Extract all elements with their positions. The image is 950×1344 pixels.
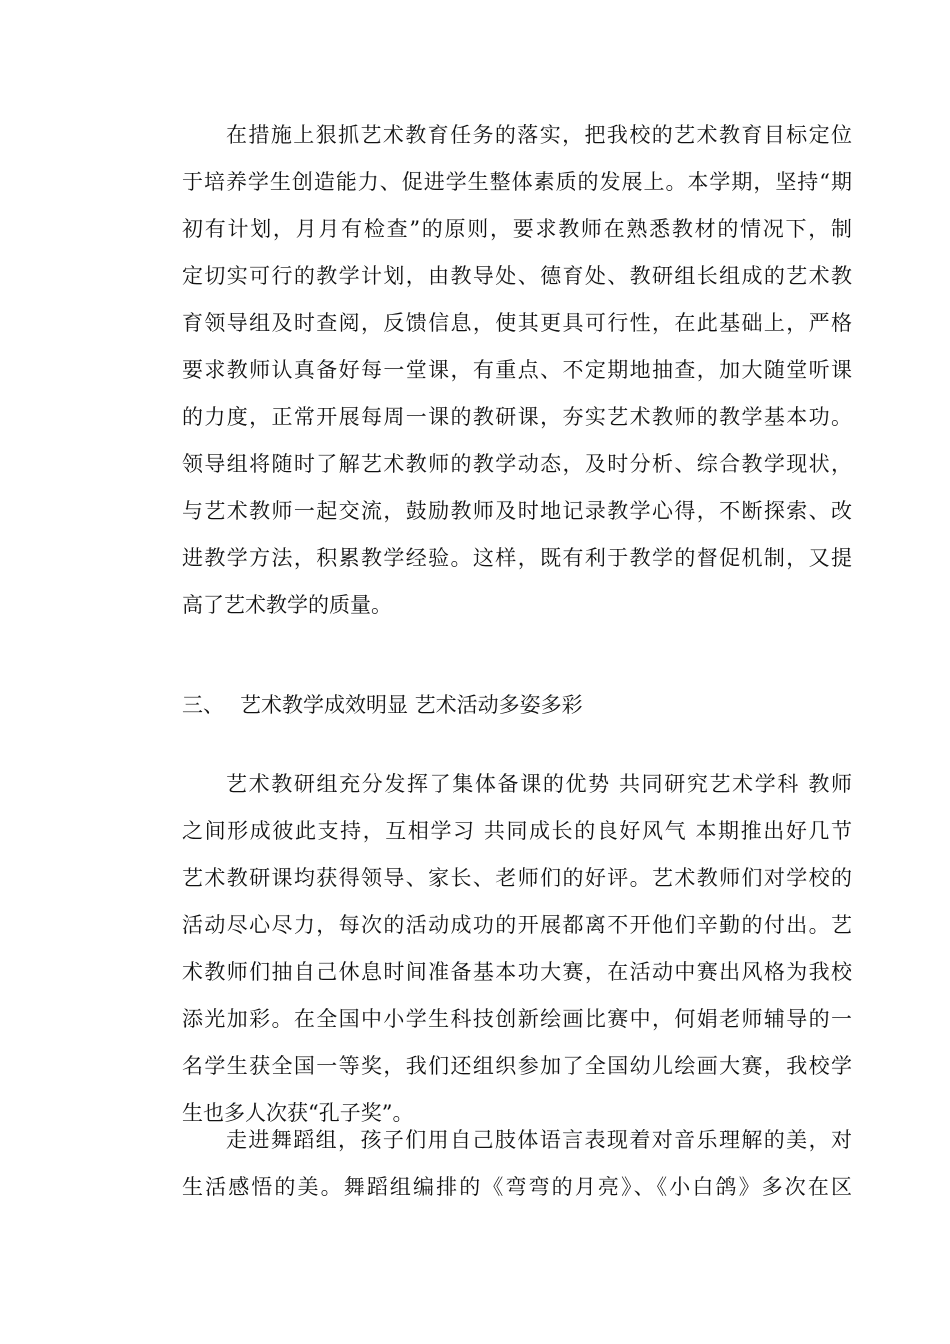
paragraph-line: 进教学方法，积累教学经验。这样，既有利于教学的督促机制，又提 (182, 546, 852, 570)
paragraph-line: 领导组将随时了解艺术教师的教学动态，及时分析、综合教学现状， (182, 452, 852, 476)
paragraph-dance-group (182, 1117, 852, 1211)
section-number: 三、 (182, 693, 224, 717)
paragraph-achievements (182, 761, 852, 1137)
paragraph-line: 生也多人次获“孔子奖”。 (182, 1101, 414, 1125)
paragraph-line: 添光加彩。在全国中小学生科技创新绘画比赛中，何娟老师辅导的一 (182, 1007, 852, 1031)
paragraph-line: 育领导组及时查阅，反馈信息，使其更具可行性，在此基础上，严格 (182, 311, 852, 335)
paragraph-line: 在措施上狠抓艺术教育任务的落实，把我校的艺术教育目标定位 (226, 123, 852, 147)
paragraph-line: 定切实可行的教学计划，由教导处、德育处、教研组长组成的艺术教 (182, 264, 852, 288)
section-title: 艺术教学成效明显 艺术活动多姿多彩 (240, 693, 583, 717)
paragraph-line: 活动尽心尽力，每次的活动成功的开展都离不开他们辛勤的付出。艺 (182, 913, 852, 937)
paragraph-line: 生活感悟的美。舞蹈组编排的《弯弯的月亮》、《小白鸽》多次在区 (182, 1175, 852, 1199)
paragraph-line: 术教师们抽自己休息时间准备基本功大赛，在活动中赛出风格为我校 (182, 960, 852, 984)
section-heading (182, 682, 583, 729)
paragraph-line: 艺术教研组充分发挥了集体备课的优势 共同研究艺术学科 教师 (226, 772, 852, 796)
paragraph-line: 要求教师认真备好每一堂课，有重点、不定期地抽查，加大随堂听课 (182, 358, 852, 382)
paragraph-line: 的力度，正常开展每周一课的教研课，夯实艺术教师的教学基本功。 (182, 405, 852, 429)
paragraph-line: 初有计划，月月有检查”的原则，要求教师在熟悉教材的情况下，制 (182, 217, 852, 241)
paragraph-line: 于培养学生创造能力、促进学生整体素质的发展上。本学期，坚持“期 (182, 170, 852, 194)
paragraph-line: 艺术教研课均获得领导、家长、老师们的好评。艺术教师们对学校的 (182, 866, 852, 890)
paragraph-line: 高了艺术教学的质量。 (182, 593, 392, 617)
paragraph-line: 走进舞蹈组，孩子们用自己肢体语言表现着对音乐理解的美，对 (226, 1128, 852, 1152)
paragraph-line: 与艺术教师一起交流，鼓励教师及时地记录教学心得，不断探索、改 (182, 499, 852, 523)
paragraph-line: 之间形成彼此支持，互相学习 共同成长的良好风气 本期推出好几节 (182, 819, 852, 843)
paragraph-line: 名学生获全国一等奖，我们还组织参加了全国幼儿绘画大赛，我校学 (182, 1054, 852, 1078)
paragraph-measures (182, 112, 852, 629)
